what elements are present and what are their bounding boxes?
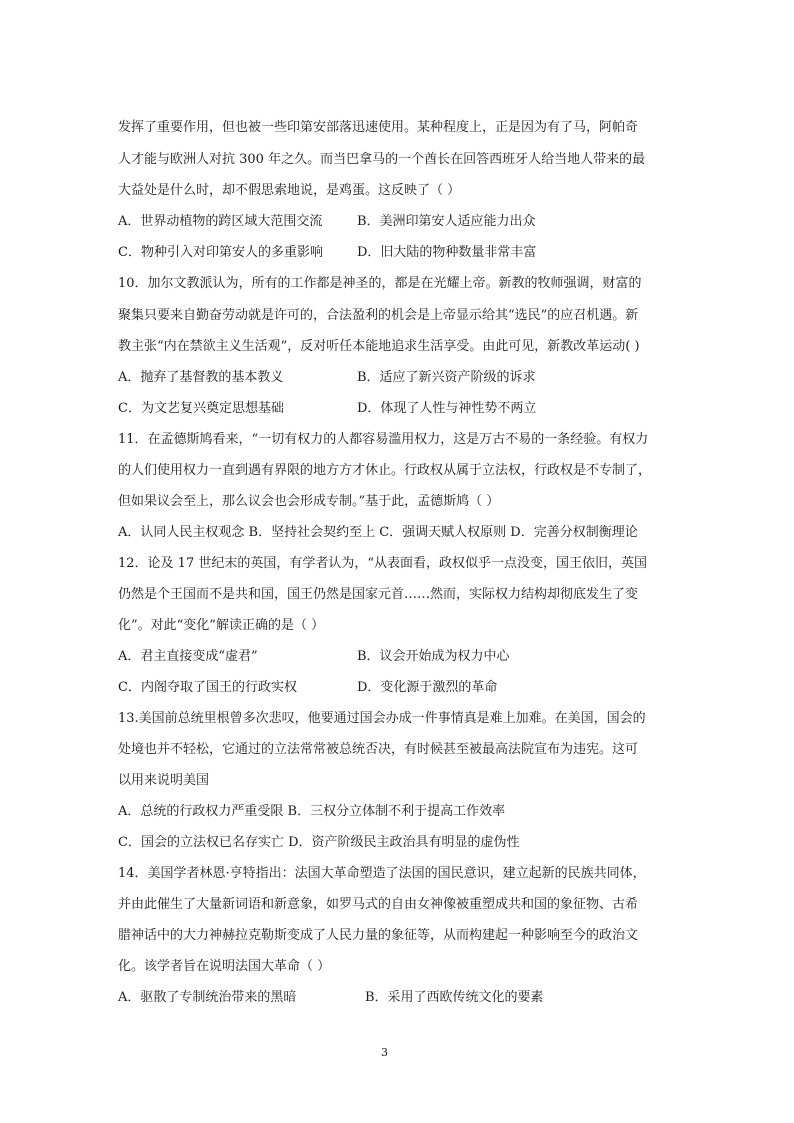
q12-line-3: 化”。对此“变化”解读正确的是（ ） — [118, 618, 325, 633]
q9-option-b: B．美洲印第安人适应能力出众 — [357, 214, 536, 229]
q14-line-3: 腊神话中的大力神赫拉克勒斯变成了人民力量的象征等，从而构建起一种影响至今的政治文 — [118, 928, 639, 943]
q10-line-2: 聚集只要来自勤奋劳动就是许可的，合法盈利的机会是上帝显示给其“选民”的应召机遇。新 — [118, 308, 639, 323]
q9-line-3: 大益处是什么时，却不假思索地说，是鸡蛋。这反映了（ ） — [118, 183, 461, 198]
q12-line-2: 仍然是个王国而不是共和国，国王仍然是国家元首……然而，实际权力结构却彻底发生了变 — [118, 587, 639, 602]
q10-option-b: B．适应了新兴资产阶级的诉求 — [357, 370, 536, 385]
q11-line-2: 的人们使用权力一直到遇有界限的地方方才休止。行政权从属于立法权，行政权是不专制了， — [118, 463, 652, 478]
q9-line-1: 发挥了重要作用，但也被一些印第安部落迅速使用。某种程度上，正是因为有了马，阿帕奇 — [118, 120, 639, 135]
q9-option-a: A．世界动植物的跨区域大范围交流 — [118, 214, 323, 229]
q9-option-d: D．旧大陆的物种数量非常丰富 — [357, 245, 537, 260]
q14-line-4: 化。该学者旨在说明法国大革命（ ） — [118, 959, 331, 974]
q13-line-1: 13.美国前总统里根曾多次悲叹，他要通过国会办成一件事情真是难上加难。在美国，国会的 — [118, 711, 646, 726]
q9-line-2: 人才能与欧洲人对抗 300 年之久。而当巴拿马的一个酋长在回答西班牙人给当地人带来的最 — [118, 152, 646, 167]
q14-option-a: A．驱散了专制统治带来的黑暗 — [118, 990, 297, 1005]
q10-line-1: 10．加尔文教派认为，所有的工作都是神圣的，都是在光耀上帝。新教的牧师强调，财富的 — [118, 276, 642, 291]
q11-options: A．认同人民主权观念 B．坚持社会契约至上 C．强调天赋人权原则 D．完善分权制衡理论 — [118, 525, 638, 540]
q10-option-a: A．抛弃了基督教的基本教义 — [118, 370, 284, 385]
q13-line-3: 以用来说明美国 — [118, 773, 210, 788]
page-number: 3 — [381, 1046, 388, 1059]
q12-line-1: 12．论及 17 世纪末的英国，有学者认为，“从表面看，政权似乎一点没变，国王依旧，英国 — [118, 556, 647, 571]
q13-options-ab: A．总统的行政权力严重受限 B．三权分立体制不利于提高工作效率 — [118, 804, 506, 819]
q10-option-d: D．体现了人性与神性势不两立 — [357, 401, 537, 416]
q14-line-1: 14．美国学者林恩·亨特指出：法国大革命塑造了法国的国民意识，建立起新的民族共同体， — [118, 866, 646, 881]
q13-line-2: 处境也并不轻松，它通过的立法常常被总统否决，有时候甚至被最高法院宣布为违宪。这可 — [118, 742, 639, 757]
q10-line-3: 教主张“内在禁欲主义生活观”，反对听任本能地追求生活享受。由此可见，新教改革运动( ) — [118, 339, 640, 354]
q9-option-c: C．物种引入对印第安人的多重影响 — [118, 245, 323, 260]
q14-line-2: 并由此催生了大量新词语和新意象，如罗马式的自由女神像被重塑成共和国的象征物、古希 — [118, 897, 639, 912]
q11-line-3: 但如果议会至上，那么议会也会形成专制。”基于此，孟德斯鸠（ ） — [118, 494, 500, 509]
q11-line-1: 11．在孟德斯鸠看来，“一切有权力的人都容易滥用权力，这是万古不易的一条经验。有权力 — [118, 432, 649, 447]
q14-option-b: B．采用了西欧传统文化的要素 — [365, 990, 544, 1005]
q12-option-a: A．君主直接变成“虚君” — [118, 649, 258, 664]
q12-option-d: D．变化源于激烈的革命 — [357, 680, 498, 695]
q13-options-cd: C．国会的立法权已名存实亡 D．资产阶级民主政治具有明显的虚伪性 — [118, 835, 520, 850]
q10-option-c: C．为文艺复兴奠定思想基础 — [118, 401, 284, 416]
q12-option-b: B．议会开始成为权力中心 — [357, 649, 510, 664]
q12-option-c: C．内阁夺取了国王的行政实权 — [118, 680, 297, 695]
